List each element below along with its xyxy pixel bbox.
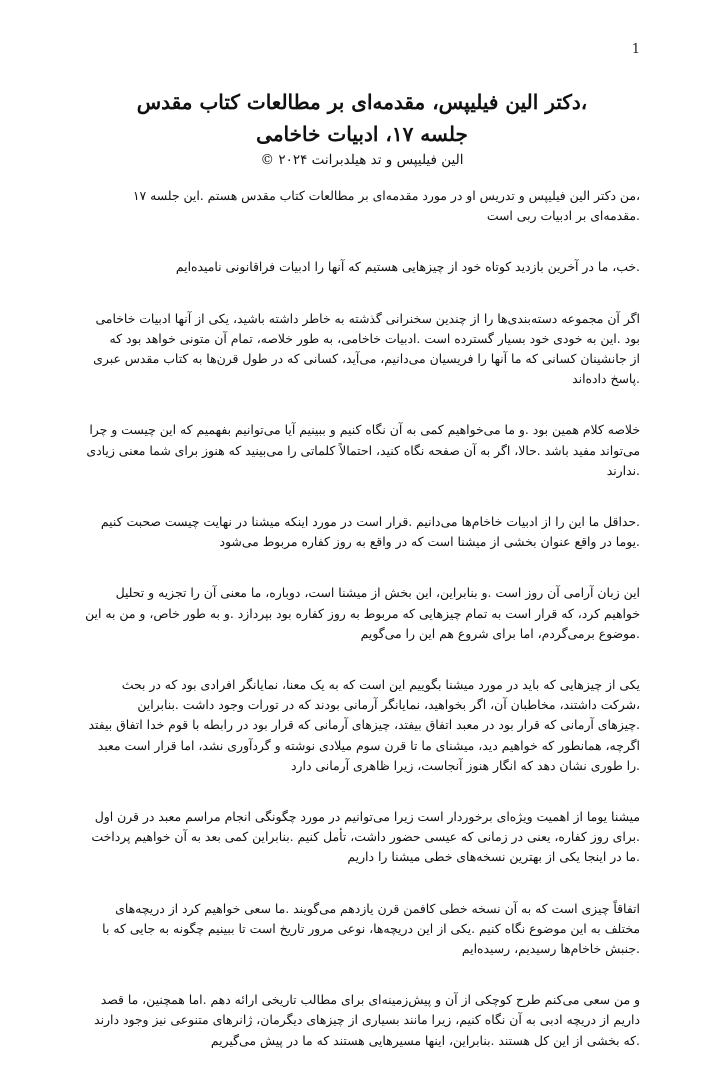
- paragraph-line: .را طوری نشان دهد که انگار هنوز آنجاست، زیرا ظاهری آرمانی دارد: [291, 757, 640, 773]
- paragraph-line: و من سعی می‌کنم طرح کوچکی از آن و پیش‌زمینه‌ای برای مطالب تاریخی ارائه دهم .اما همچنین، ما قصد: [100, 992, 640, 1008]
- paragraph-line: می‌تواند مفید باشد .حالا، اگر به آن صفحه نگاه کنید، احتمالاً کلماتی را می‌بینید که هنوز برای شما معنی زیادی: [86, 442, 640, 458]
- paragraph-line: ،من دکتر الین فیلیپس و تدریس او در مورد مقدمه‌ای بر مطالعات کتاب مقدس هستم .این جلسه ۱۷: [132, 188, 640, 203]
- paragraph-line: .جنبش خاخام‌ها رسیدیم، رسیده‌ایم: [461, 941, 640, 957]
- paragraph: [84, 309, 640, 390]
- document-body: [84, 186, 640, 1082]
- paragraph: [84, 990, 640, 1051]
- paragraph-line: ،شرکت داشتند، مخاطبان آن، اگر بخواهید، نمایانگر آرمانی بودند که در تورات وجود داشت .بنابراین: [137, 697, 640, 713]
- document-title: [84, 86, 640, 150]
- copyright-line: الین فیلیپس و تد هیلدبرانت ۲۰۲۴ ©: [260, 152, 464, 168]
- paragraph-line: .پاسخ داده‌اند: [572, 371, 640, 387]
- paragraph-line: خلاصه کلام همین بود .و ما می‌خواهیم کمی به آن نگاه کنیم و ببینیم آیا می‌توانیم بفهمیم که این چیست و چرا: [89, 422, 640, 438]
- paragraph-line: مختلف به این موضوع نگاه کنیم .یکی از این دریچه‌ها، نوعی مرور تاریخ است تا ببینیم چگونه به جایی که با: [102, 920, 640, 936]
- paragraph-line: .یوما در واقع عنوان بخشی از میشنا است که در واقع به روز کفاره مربوط می‌شود: [219, 534, 640, 550]
- paragraph-line: .مقدمه‌ای بر ادبیات ربی است: [486, 208, 640, 224]
- paragraph: [84, 807, 640, 868]
- title-line: جلسه ۱۷، ادبیات خاخامی: [256, 122, 468, 146]
- paragraph-line: .ندارند: [606, 462, 640, 478]
- paragraph-line: خواهیم کرد، که قرار است به تمام چیزهایی که مربوط به روز کفاره بود بپردازد .و به طور خاص، و من به این: [85, 605, 640, 621]
- paragraph: [84, 899, 640, 960]
- paragraph-line: .چیزهای آرمانی که قرار بود در معبد اتفاق بیفتد، چیزهای آرمانی که قرار بود در رابطه با قوم خدا اتفاق بیفتد: [88, 717, 640, 733]
- paragraph: [84, 583, 640, 644]
- paragraph-line: اگرچه، همانطور که خواهیم دید، میشنای ما تا قرن سوم میلادی نوشته و گردآوری نشد، اما قرار است معبد: [97, 737, 640, 753]
- title-line: ،دکتر الین فیلیپس، مقدمه‌ای بر مطالعات کتاب مقدس: [136, 90, 588, 114]
- paragraph-line: بود .این به خودی خود بسیار گسترده است .ادبیات خاخامی، به طور خلاصه، تمام آن متونی خواهد بود که: [109, 330, 640, 346]
- paragraph-line: .موضوع برمی‌گردم، اما برای شروع هم این را می‌گویم: [360, 625, 640, 641]
- paragraph-line: میشنا یوما از اهمیت ویژه‌ای برخوردار است زیرا می‌توانیم در مورد چگونگی انجام مراسم معبد در قرن اول: [94, 809, 640, 825]
- paragraph-line: این زبان آرامی آن روز است .و بنابراین، این بخش از میشنا است، دوباره، ما معنی آن را تجزیه و تحلیل: [115, 585, 640, 601]
- paragraph: [84, 512, 640, 552]
- paragraph-line: اگر آن مجموعه دسته‌بندی‌ها را از چندین سخنرانی گذشته به خاطر داشته باشید، یکی از آنها ادبیات خاخامی: [95, 310, 640, 326]
- paragraph-line: .برای روز کفاره، یعنی در زمانی که عیسی حضور داشت، تأمل کنیم .بنابراین کمی بعد به آن خواهیم پرداخت: [91, 829, 640, 845]
- paragraph-line: .ما در اینجا یکی از بهترین نسخه‌های خطی میشنا را داریم: [347, 849, 640, 865]
- paragraph-line: اتفاقاً چیزی است که به آن نسخه خطی کافمن قرن یازدهم می‌گویند .ما سعی خواهیم کرد از دریچه‌های: [115, 900, 640, 916]
- paragraph: [84, 186, 640, 226]
- paragraph: [84, 420, 640, 481]
- paragraph-line: .که بخشی از این کل هستند .بنابراین، اینها مسیرهایی هستند که ما در پیش می‌گیریم: [210, 1032, 640, 1048]
- paragraph-line: یکی از چیزهایی که باید در مورد میشنا بگوییم این است که به یک معنا، نمایانگر افرادی بود که در بحث: [121, 677, 640, 693]
- paragraph: [84, 675, 640, 776]
- paragraph-line: .خب، ما در آخرین بازدید کوتاه خود از چیزهایی هستیم که آنها را ادبیات فراقانونی نامیده‌ایم: [175, 259, 640, 275]
- paragraph-line: از جانشینان کسانی که ما آنها را فریسیان می‌دانیم، می‌آید، کسانی که در طول قرن‌ها به کتاب مقدس عبری: [93, 351, 640, 367]
- paragraph-line: .حداقل ما این را از ادبیات خاخام‌ها می‌دانیم .قرار است در مورد اینکه میشنا در نهایت چیست صحبت کنیم: [100, 514, 640, 530]
- paragraph-line: داریم از دریچه ادبی به آن نگاه کنیم، زیرا مانند بسیاری از چیزهای دیگرمان، ژانرهای متنوعی نیز وجود دارند: [94, 1012, 640, 1028]
- page-number: 1: [631, 42, 640, 57]
- paragraph: [84, 257, 640, 277]
